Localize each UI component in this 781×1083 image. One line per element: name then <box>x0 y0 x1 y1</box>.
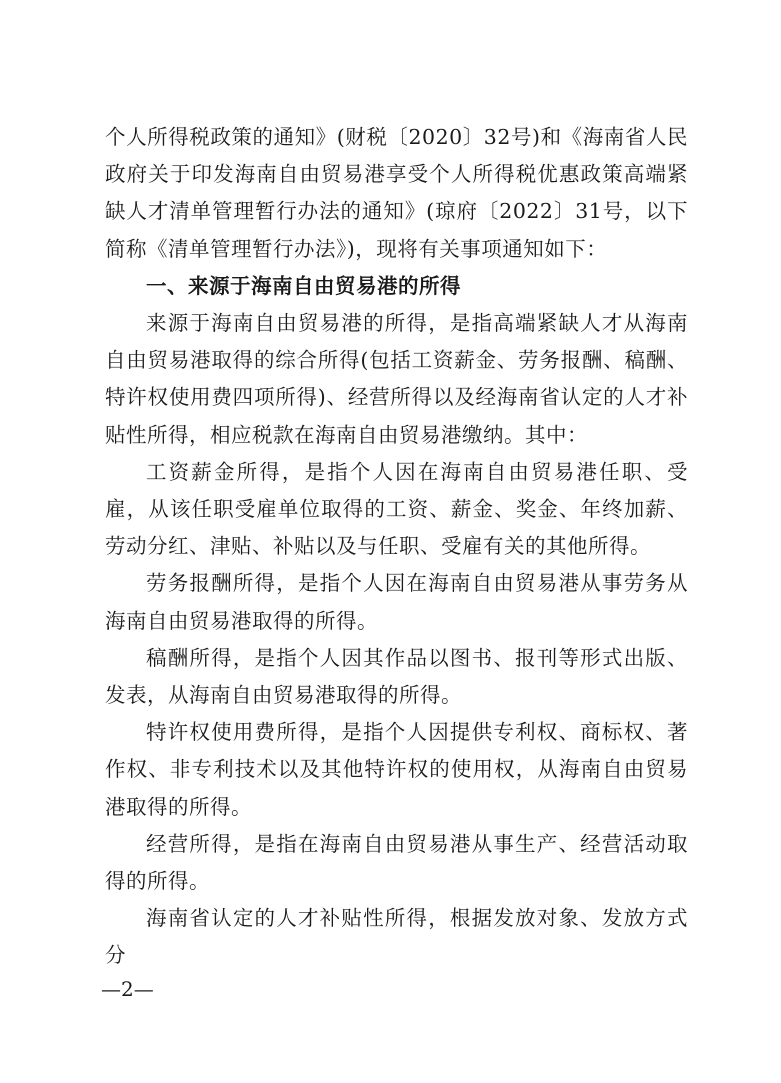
paragraph-wage-income: 工资薪金所得，是指个人因在海南自由贸易港任职、受雇，从该任职受雇单位取得的工资、薪金、奖金、年终加薪、劳动分红、津贴、补贴以及与任职、受雇有关的其他所得。 <box>105 459 688 559</box>
page-number: —2— <box>101 977 154 1001</box>
paragraph-labor-remuneration: 劳务报酬所得，是指个人因在海南自由贸易港从事劳务从海南自由贸易港取得的所得。 <box>105 571 688 633</box>
document-page <box>105 119 688 975</box>
paragraph-intro-continuation: 个人所得税政策的通知》(财税〔2020〕32号)和《海南省人民政府关于印发海南自由贸易港享受个人所得税优惠政策高端紧缺人才清单管理暂行办法的通知》(琼府〔2022〕31号，以下简称《清单管理暂行办法》)，现将有关事项通知如下： <box>105 125 688 261</box>
paragraph-royalty-income: 稿酬所得，是指个人因其作品以图书、报刊等形式出版、发表，从海南自由贸易港取得的所得。 <box>105 645 688 708</box>
paragraph-talent-subsidy: 海南省认定的人才补贴性所得，根据发放对象、发放方式分 <box>105 906 688 968</box>
paragraph-franchise-fee: 特许权使用费所得，是指个人因提供专利权、商标权、著作权、非专利技术以及其他特许权的使用权，从海南自由贸易港取得的所得。 <box>105 720 688 819</box>
paragraph-business-income: 经营所得，是指在海南自由贸易港从事生产、经营活动取得的所得。 <box>105 831 688 894</box>
section-heading-1: 一、来源于海南自由贸易港的所得 <box>146 273 461 298</box>
paragraph-source-definition: 来源于海南自由贸易港的所得，是指高端紧缺人才从海南自由贸易港取得的综合所得(包括工资薪金、劳务报酬、稿酬、特许权使用费四项所得)、经营所得以及经海南省认定的人才补贴性所得，相应税款在海南自由贸易港缴纳。其中： <box>105 311 688 447</box>
